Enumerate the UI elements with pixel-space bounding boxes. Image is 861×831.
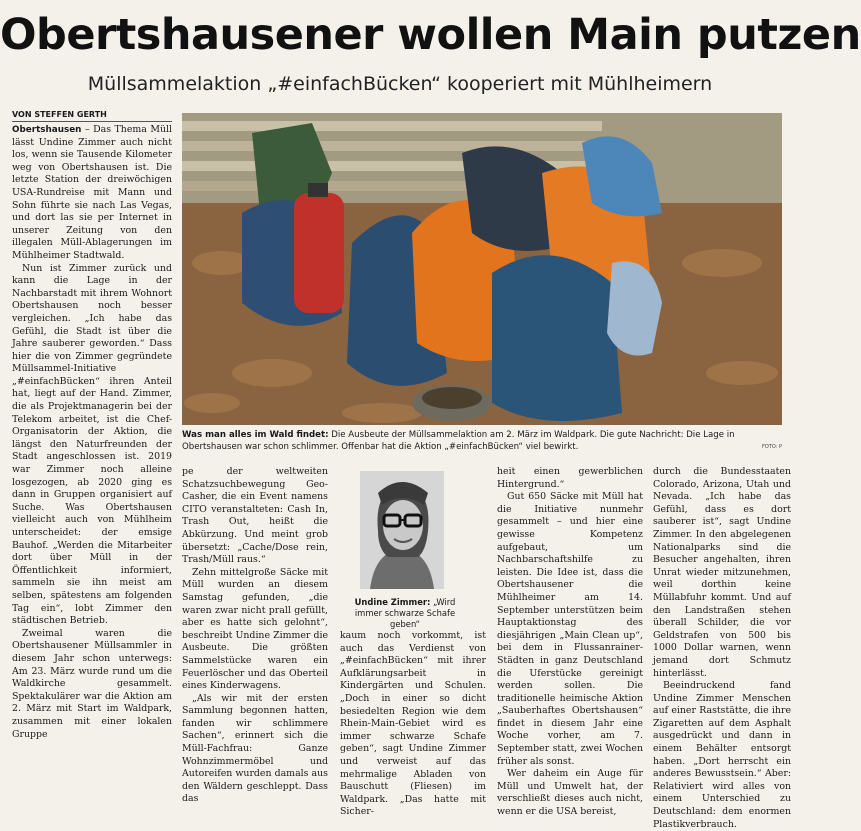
- trash-bags-illustration: [182, 113, 782, 425]
- article-paragraph: durch die Bundesstaaten Colorado, Arizona, Utah und Nevada. „Ich habe das Gefühl, dass es dort sauberer ist“, sagt Undine Zimmer. In den abgelegenen Nationalparks sind die Besucher angehalten, ihren Unrat wieder mitzunehmen, weil dorthin keine Müllabfuhr kommt. Und auf den Landstraßen stehen überall Schilder, die vor Geldstrafen von 500 bis 1000 Dollar warnen, wenn jemand dort Schmutz hinterlässt.: [653, 466, 791, 679]
- portrait-caption-name: Undine Zimmer:: [354, 597, 431, 607]
- article-paragraph: kaum noch vorkommt, ist auch das Verdienst von „#einfachBücken“ mit ihrer Aufklärungsarbeit in Kindergärten und Schulen. „Doch in einer so dicht besiedelten Region wie dem Rhein-Main-Gebiet wird es immer schwarze Schafe geben“, sagt Undine Zimmer und verweist auf das mehrmalige Abladen von Bauschutt (Fliesen) im Waldpark. „Das hatte mit Sicher-: [340, 630, 486, 818]
- article-paragraph: heit einen gewerblichen Hintergrund.“: [497, 466, 643, 490]
- photo-caption: [182, 430, 782, 453]
- byline: VON STEFFEN GERTH: [12, 110, 172, 122]
- article-paragraph: pe der weltweiten Schatzsuchbewegung Geo-Casher, die ein Event namens CITO veranstalteten: Cash In, Trash Out, heißt die Abkürzung. Und meint grob übersetzt: „Cache/Dose rein, Trash/Müll raus.“: [182, 466, 328, 566]
- subheadline: Müllsammelaktion „#einfachBücken“ kooperiert mit Mühlheimern: [87, 73, 713, 95]
- portrait-photo: [360, 471, 444, 589]
- article-column-2: [182, 466, 328, 805]
- headline: Obertshausener wollen Main putzen: [0, 10, 861, 60]
- article-paragraph: Zehn mittelgroße Säcke mit Müll wurden an diesem Samstag gefunden, „die waren zwar nicht prall gefüllt, aber es hatte sich gelohnt“, beschreibt Undine Zimmer die Ausbeute. Die größten Sammelstücke waren ein Feuerlöscher und das Oberteil eines Kinderwagens.: [182, 566, 328, 692]
- portrait-caption: [340, 597, 470, 630]
- photo-caption-text: Die Ausbeute der Müllsammelaktion am 2. März im Waldpark. Die gute Nachricht: Die Lage in Obertshausen war schon schlimmer. Offenbar hat die Aktion „#einfachBücken“ viel bewirkt.: [182, 430, 735, 452]
- article-paragraph: Gut 650 Säcke mit Müll hat die Initiative nunmehr gesammelt – und hier eine gewisse Kompetenz aufgebaut, um Nachbarschaftshilfe zu leisten. Die Idee ist, dass die Obertshausener die Mühlheimer am 14. September unterstützen beim Hauptaktionstag des diesjährigen „Main Clean up“, bei dem in Flussanrainer-Städten in ganz Deutschland die Uferstücke gereinigt werden sollen. Die traditionelle heimische Aktion „Sauberhaftes Obertshausen“ findet in diesem Jahr eine Woche vorher, am 7. September statt, zwei Wochen früher als sonst.: [497, 491, 643, 767]
- article-column-3: [340, 630, 486, 818]
- portrait-illustration: [360, 471, 444, 589]
- article-column-1: [12, 124, 172, 800]
- photo-credit: FOTO: P: [761, 443, 782, 450]
- article-paragraph: Obertshausen – Das Thema Müll lässt Undine Zimmer auch nicht los, wenn sie Tausende Kilometer weg von Obertshausen ist. Die letzte Station der dreiwöchigen USA-Rundreise mit Mann und Sohn führte sie nach Las Vegas, und dort las sie per Internet in unserer Zeitung von den illegalen Müll-Ablagerungen im Mühlheimer Stadtwald.: [12, 124, 172, 261]
- trash-bags-photo: [182, 113, 782, 425]
- photo-caption-lead: Was man alles im Wald findet:: [182, 430, 329, 440]
- article-column-5: [653, 466, 791, 830]
- article-paragraph: Zweimal waren die Obertshausener Müllsammler in diesem Jahr schon unterwegs: Am 23. März wurde rund um die Waldkirche gesammelt. Spektakulärer war die Aktion am 2. März mit Start im Waldpark, zusammen mit einer lokalen Gruppe: [12, 627, 172, 740]
- article-paragraph: Wer daheim ein Auge für Müll und Umwelt hat, der verschließt dieses auch nicht, wenn er die USA bereist,: [497, 768, 643, 818]
- article-paragraph: Beeindruckend fand Undine Zimmer Menschen auf einer Raststätte, die ihre Zigaretten auf dem Asphalt ausgedrückt und dann in einem Behälter entsorgt haben. „Dort herrscht ein anderes Bewusstsein.“ Aber: Relativiert wird alles von einem Unterschied zu Deutschland: dem enormen Plastikverbrauch.: [653, 680, 791, 830]
- article-paragraph: „Als wir mit der ersten Sammlung begonnen hatten, fanden wir schlimmere Sachen“, erinnert sich die Müll-Fachfrau: Ganze Wohnzimmermöbel und Autoreifen wurden damals aus den Wäldern geschleppt. Dass das: [182, 692, 328, 805]
- article-paragraph: Nun ist Zimmer zurück und kann die Lage in der Nachbarstadt mit ihrem Wohnort Obertshausen noch besser vergleichen. „Ich habe das Gefühl, die Stadt ist über die Jahre sauberer geworden.“ Dass hier die von Zimmer gegründete Müllsammel-Initiative „#einfachBücken“ ihren Anteil hat, liegt auf der Hand. Zimmer, die als Projektmanagerin bei der Telekom arbeitet, ist die Chef-Organisatorin der Aktion, die längst den Naturfreunden der Stadt angeschlossen ist. 2019 war Zimmer noch alleine losgezogen, ab 2020 ging es dann in Gruppen organisiert auf Suche. Was Obertshausen vielleicht auch von Mühlheim unterscheidet: der emsige Bauhof. „Werden die Mitarbeiter dort über Müll in der Öffentlichkeit informiert, sammeln sie ihn meist am selben, spätestens am folgenden Tag ein“, lobt Zimmer den städtischen Betrieb.: [12, 262, 172, 627]
- portrait-caption-quote: „Wird immer schwarze Schafe geben“: [354, 597, 456, 629]
- article-column-4: [497, 466, 643, 818]
- dateline: Obertshausen: [12, 125, 82, 135]
